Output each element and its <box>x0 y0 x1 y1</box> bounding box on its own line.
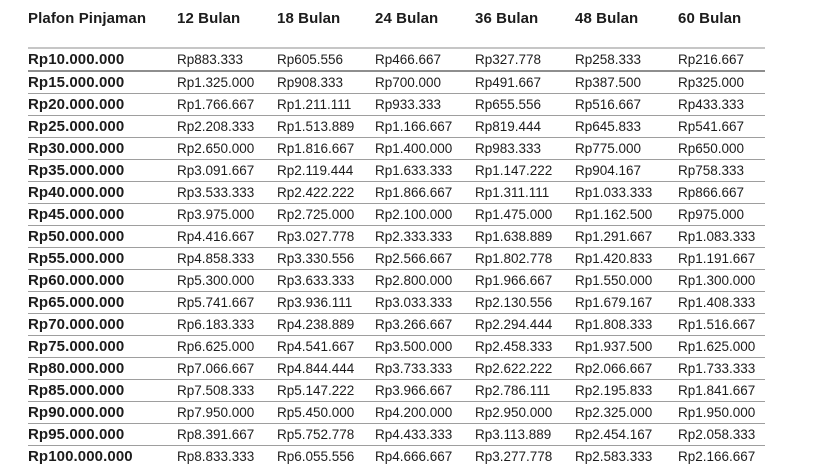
installment-48-bulan-cell: Rp1.808.333 <box>575 317 653 332</box>
installment-24-bulan-cell: Rp1.866.667 <box>375 185 453 200</box>
installment-12-bulan-cell: Rp4.416.667 <box>177 229 255 244</box>
installment-48-bulan-cell: Rp2.066.667 <box>575 361 653 376</box>
plafon-pinjaman-cell: Rp15.000.000 <box>28 74 125 91</box>
installment-36-bulan-cell: Rp327.778 <box>475 52 542 67</box>
installment-12-bulan-cell: Rp6.625.000 <box>177 339 255 354</box>
installment-48-bulan-cell: Rp1.291.667 <box>575 229 653 244</box>
installment-18-bulan-cell: Rp5.450.000 <box>277 405 355 420</box>
installment-18-bulan-cell: Rp5.147.222 <box>277 383 355 398</box>
installment-60-bulan-cell: Rp433.333 <box>678 97 745 112</box>
installment-18-bulan-cell: Rp2.725.000 <box>277 207 355 222</box>
installment-48-bulan-cell: Rp1.550.000 <box>575 273 653 288</box>
installment-48-bulan-cell: Rp258.333 <box>575 52 642 67</box>
plafon-pinjaman-cell: Rp45.000.000 <box>28 206 125 223</box>
installment-48-bulan-cell: Rp2.454.167 <box>575 427 653 442</box>
installment-24-bulan-cell: Rp466.667 <box>375 52 442 67</box>
installment-60-bulan-cell: Rp216.667 <box>678 52 745 67</box>
installment-12-bulan-cell: Rp2.650.000 <box>177 141 255 156</box>
installment-18-bulan-cell: Rp4.844.444 <box>277 361 355 376</box>
installment-18-bulan-cell: Rp605.556 <box>277 52 344 67</box>
table-row <box>28 292 765 314</box>
installment-18-bulan-cell: Rp3.330.556 <box>277 251 355 266</box>
installment-12-bulan-cell: Rp7.066.667 <box>177 361 255 376</box>
installment-36-bulan-cell: Rp1.311.111 <box>475 185 550 200</box>
installment-12-bulan-cell: Rp5.741.667 <box>177 295 255 310</box>
installment-24-bulan-cell: Rp3.500.000 <box>375 339 453 354</box>
column-header: 12 Bulan <box>177 10 241 27</box>
installment-18-bulan-cell: Rp908.333 <box>277 75 344 90</box>
installment-18-bulan-cell: Rp1.816.667 <box>277 141 355 156</box>
plafon-pinjaman-cell: Rp10.000.000 <box>28 51 125 68</box>
installment-60-bulan-cell: Rp325.000 <box>678 75 745 90</box>
table-row <box>28 138 765 160</box>
table-row <box>28 248 765 270</box>
column-header: 24 Bulan <box>375 10 439 27</box>
installment-60-bulan-cell: Rp975.000 <box>678 207 745 222</box>
installment-24-bulan-cell: Rp933.333 <box>375 97 442 112</box>
installment-18-bulan-cell: Rp6.055.556 <box>277 449 355 464</box>
installment-48-bulan-cell: Rp1.420.833 <box>575 251 653 266</box>
installment-48-bulan-cell: Rp1.162.500 <box>575 207 653 222</box>
installment-48-bulan-cell: Rp775.000 <box>575 141 642 156</box>
plafon-pinjaman-cell: Rp70.000.000 <box>28 316 125 333</box>
installment-12-bulan-cell: Rp3.975.000 <box>177 207 255 222</box>
installment-12-bulan-cell: Rp8.391.667 <box>177 427 255 442</box>
installment-48-bulan-cell: Rp2.325.000 <box>575 405 653 420</box>
installment-18-bulan-cell: Rp4.541.667 <box>277 339 355 354</box>
installment-18-bulan-cell: Rp2.119.444 <box>277 163 354 178</box>
header-row <box>28 10 765 48</box>
installment-36-bulan-cell: Rp2.130.556 <box>475 295 553 310</box>
installment-12-bulan-cell: Rp883.333 <box>177 52 244 67</box>
installment-12-bulan-cell: Rp3.533.333 <box>177 185 255 200</box>
installment-36-bulan-cell: Rp1.475.000 <box>475 207 553 222</box>
installment-48-bulan-cell: Rp1.679.167 <box>575 295 653 310</box>
installment-60-bulan-cell: Rp650.000 <box>678 141 745 156</box>
installment-12-bulan-cell: Rp2.208.333 <box>177 119 255 134</box>
installment-60-bulan-cell: Rp1.516.667 <box>678 317 756 332</box>
installment-18-bulan-cell: Rp1.211.111 <box>277 97 352 112</box>
installment-12-bulan-cell: Rp5.300.000 <box>177 273 255 288</box>
column-header: 48 Bulan <box>575 10 639 27</box>
table-row <box>28 94 765 116</box>
installment-18-bulan-cell: Rp4.238.889 <box>277 317 355 332</box>
plafon-pinjaman-cell: Rp20.000.000 <box>28 96 125 113</box>
installment-36-bulan-cell: Rp491.667 <box>475 75 542 90</box>
installment-24-bulan-cell: Rp1.166.667 <box>375 119 453 134</box>
plafon-pinjaman-cell: Rp75.000.000 <box>28 338 125 355</box>
installment-60-bulan-cell: Rp1.300.000 <box>678 273 756 288</box>
installment-48-bulan-cell: Rp645.833 <box>575 119 642 134</box>
installment-24-bulan-cell: Rp3.733.333 <box>375 361 453 376</box>
installment-36-bulan-cell: Rp2.950.000 <box>475 405 553 420</box>
installment-48-bulan-cell: Rp516.667 <box>575 97 642 112</box>
installment-36-bulan-cell: Rp2.786.111 <box>475 383 551 398</box>
installment-24-bulan-cell: Rp700.000 <box>375 75 442 90</box>
plafon-pinjaman-cell: Rp95.000.000 <box>28 426 125 443</box>
installment-60-bulan-cell: Rp1.733.333 <box>678 361 756 376</box>
installment-60-bulan-cell: Rp866.667 <box>678 185 745 200</box>
installment-48-bulan-cell: Rp2.583.333 <box>575 449 653 464</box>
installment-12-bulan-cell: Rp7.950.000 <box>177 405 255 420</box>
installment-12-bulan-cell: Rp4.858.333 <box>177 251 255 266</box>
installment-18-bulan-cell: Rp3.633.333 <box>277 273 355 288</box>
installment-12-bulan-cell: Rp7.508.333 <box>177 383 255 398</box>
installment-12-bulan-cell: Rp6.183.333 <box>177 317 255 332</box>
table-row <box>28 424 765 446</box>
installment-60-bulan-cell: Rp2.058.333 <box>678 427 756 442</box>
column-header: 60 Bulan <box>678 10 742 27</box>
installment-12-bulan-cell: Rp8.833.333 <box>177 449 255 464</box>
installment-36-bulan-cell: Rp3.113.889 <box>475 427 552 442</box>
installment-table <box>28 10 765 466</box>
installment-24-bulan-cell: Rp3.266.667 <box>375 317 453 332</box>
plafon-pinjaman-cell: Rp35.000.000 <box>28 162 125 179</box>
installment-36-bulan-cell: Rp2.622.222 <box>475 361 553 376</box>
installment-60-bulan-cell: Rp541.667 <box>678 119 745 134</box>
installment-48-bulan-cell: Rp1.937.500 <box>575 339 653 354</box>
installment-18-bulan-cell: Rp5.752.778 <box>277 427 355 442</box>
installment-24-bulan-cell: Rp4.666.667 <box>375 449 453 464</box>
installment-36-bulan-cell: Rp1.147.222 <box>475 163 553 178</box>
installment-60-bulan-cell: Rp1.950.000 <box>678 405 756 420</box>
plafon-pinjaman-cell: Rp65.000.000 <box>28 294 125 311</box>
table-row <box>28 270 765 292</box>
installment-60-bulan-cell: Rp1.625.000 <box>678 339 756 354</box>
installment-60-bulan-cell: Rp2.166.667 <box>678 449 756 464</box>
table-row <box>28 446 765 466</box>
installment-48-bulan-cell: Rp2.195.833 <box>575 383 653 398</box>
installment-60-bulan-cell: Rp1.083.333 <box>678 229 756 244</box>
plafon-pinjaman-cell: Rp90.000.000 <box>28 404 125 421</box>
installment-18-bulan-cell: Rp1.513.889 <box>277 119 355 134</box>
installment-24-bulan-cell: Rp4.200.000 <box>375 405 453 420</box>
table-row <box>28 48 765 71</box>
table-row <box>28 204 765 226</box>
table-row <box>28 380 765 402</box>
installment-48-bulan-cell: Rp387.500 <box>575 75 642 90</box>
table-row <box>28 71 765 94</box>
plafon-pinjaman-cell: Rp80.000.000 <box>28 360 125 377</box>
installment-24-bulan-cell: Rp3.033.333 <box>375 295 453 310</box>
installment-60-bulan-cell: Rp1.408.333 <box>678 295 756 310</box>
table-row <box>28 314 765 336</box>
installment-24-bulan-cell: Rp2.100.000 <box>375 207 453 222</box>
installment-60-bulan-cell: Rp1.841.667 <box>678 383 756 398</box>
table-row <box>28 336 765 358</box>
installment-36-bulan-cell: Rp1.638.889 <box>475 229 553 244</box>
plafon-pinjaman-cell: Rp100.000.000 <box>28 448 133 465</box>
installment-24-bulan-cell: Rp1.400.000 <box>375 141 453 156</box>
installment-36-bulan-cell: Rp1.966.667 <box>475 273 553 288</box>
table-row <box>28 116 765 138</box>
installment-36-bulan-cell: Rp655.556 <box>475 97 542 112</box>
installment-48-bulan-cell: Rp904.167 <box>575 163 642 178</box>
installment-12-bulan-cell: Rp1.325.000 <box>177 75 255 90</box>
installment-48-bulan-cell: Rp1.033.333 <box>575 185 653 200</box>
installment-24-bulan-cell: Rp4.433.333 <box>375 427 453 442</box>
installment-18-bulan-cell: Rp2.422.222 <box>277 185 355 200</box>
plafon-pinjaman-cell: Rp50.000.000 <box>28 228 125 245</box>
plafon-pinjaman-cell: Rp25.000.000 <box>28 118 125 135</box>
column-header: 18 Bulan <box>277 10 341 27</box>
installment-18-bulan-cell: Rp3.027.778 <box>277 229 355 244</box>
installment-36-bulan-cell: Rp3.277.778 <box>475 449 553 464</box>
installment-12-bulan-cell: Rp3.091.667 <box>177 163 255 178</box>
table-row <box>28 358 765 380</box>
installment-24-bulan-cell: Rp1.633.333 <box>375 163 453 178</box>
table-row <box>28 226 765 248</box>
installment-18-bulan-cell: Rp3.936.111 <box>277 295 353 310</box>
table-row <box>28 182 765 204</box>
table-row <box>28 402 765 424</box>
installment-60-bulan-cell: Rp758.333 <box>678 163 745 178</box>
plafon-pinjaman-cell: Rp60.000.000 <box>28 272 125 289</box>
installment-36-bulan-cell: Rp819.444 <box>475 119 542 134</box>
installment-24-bulan-cell: Rp3.966.667 <box>375 383 453 398</box>
installment-12-bulan-cell: Rp1.766.667 <box>177 97 255 112</box>
installment-24-bulan-cell: Rp2.566.667 <box>375 251 453 266</box>
installment-60-bulan-cell: Rp1.191.667 <box>678 251 756 266</box>
installment-24-bulan-cell: Rp2.333.333 <box>375 229 453 244</box>
installment-24-bulan-cell: Rp2.800.000 <box>375 273 453 288</box>
installment-36-bulan-cell: Rp2.294.444 <box>475 317 553 332</box>
installment-36-bulan-cell: Rp1.802.778 <box>475 251 553 266</box>
installment-36-bulan-cell: Rp983.333 <box>475 141 542 156</box>
installment-36-bulan-cell: Rp2.458.333 <box>475 339 553 354</box>
column-header: 36 Bulan <box>475 10 539 27</box>
column-header: Plafon Pinjaman <box>28 10 147 27</box>
plafon-pinjaman-cell: Rp40.000.000 <box>28 184 125 201</box>
plafon-pinjaman-cell: Rp30.000.000 <box>28 140 125 157</box>
plafon-pinjaman-cell: Rp85.000.000 <box>28 382 125 399</box>
table-row <box>28 160 765 182</box>
plafon-pinjaman-cell: Rp55.000.000 <box>28 250 125 267</box>
